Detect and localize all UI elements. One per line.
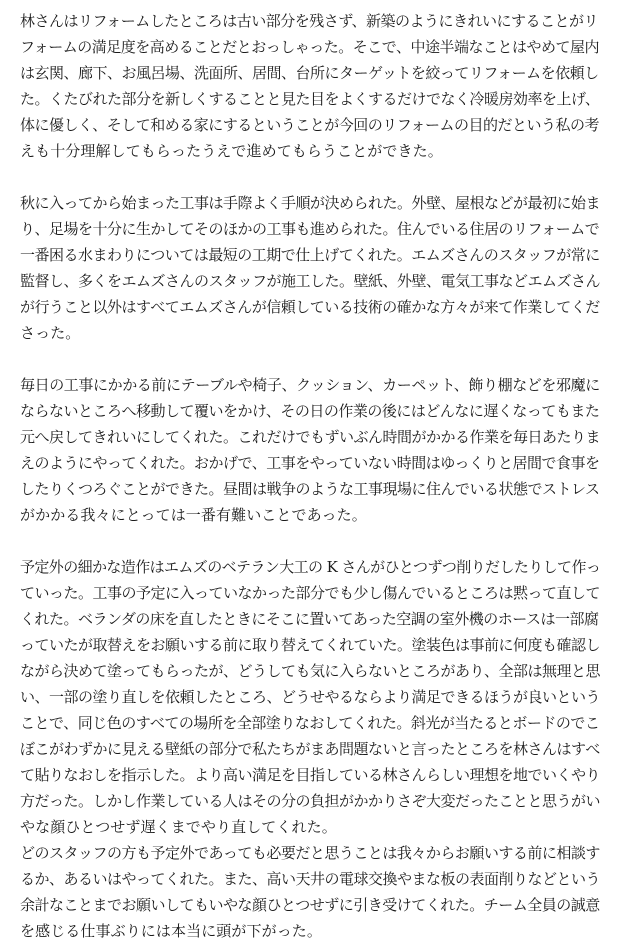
text-line: が行うこと以外はすべてエムズさんが信頼している技術の確かな方々が来て作業してくだ [20,298,600,316]
text-line: 毎日の工事にかかる前にテーブルや椅子、クッション、カーペット、飾り棚などを邪魔に [20,376,600,394]
text-line: ぼこがわずかに見える壁紙の部分で私たちがまあ問題ないと言ったところを林さんはすべ [20,740,600,758]
text-line: 一番困る水まわりについては最短の工期で仕上げてくれた。エムズさんのスタッフが常に [20,246,600,264]
text-line: 余計なことまでお願いしてもいやな顔ひとつせずに引き受けてくれた。チーム全員の誠意 [20,896,600,914]
text-line: さった。 [20,324,81,342]
text-line: 林さんはリフォームしたところは古い部分を残さず、新築のようにきれいにすることがリ [20,12,599,30]
text-line: くれた。ベランダの床を直したときにそこに置いてあった空調の室外機のホースは一部腐 [20,610,599,628]
text-line: るか、あるいはやってくれた。また、高い天井の電球交換やまな板の表面削りなどという [20,870,601,888]
text-line: 体に優しく、そして和める家にするということが今回のリフォームの目的だという私の考 [20,116,599,134]
text-line: 予定外の細かな造作はエムズのベテラン大工の K さんがひとつずつ削りだしたりして作っ [20,558,601,576]
text-line: 方だった。しかし作業している人はその分の負担がかかりさぞ大変だったことと思うがい [20,792,601,810]
text-line: い、一部の塗り直しを依頼したところ、どうせやるならより満足できるほうが良いという [20,688,601,706]
text-line: ことで、同じ色のすべての場所を全部塗りなおしてくれた。斜光が当たるとボードのでこ [20,714,600,732]
text-line: 秋に入ってから始まった工事は手際よく手順が決められた。外壁、屋根などが最初に始ま [20,194,601,212]
text-line: ならないところへ移動して覆いをかけ、その日の作業の後にはどんなに遅くなってもまた [20,402,600,420]
text-line: 監督し、多くをエムズさんのスタッフが施工した。壁紙、外壁、電気工事などエムズさん [20,272,601,290]
paragraph-5 [20,840,600,944]
text-line: やな顔ひとつせず遅くまでやり直してくれた。 [20,818,337,836]
text-line: したりくつろぐことができた。昼間は戦争のような工事現場に住んでいる状態でストレス [20,480,600,498]
text-line: フォームの満足度を高めることだとおっしゃった。そこで、中途半端なことはやめて屋内 [20,38,599,56]
text-line: えのようにやってくれた。おかげで、工事をやっていない時間はゆっくりと居間で食事を [20,454,600,472]
text-line: ながら決めて塗ってもらったが、どうしても気に入らないところがあり、全部は無理と思 [20,662,601,680]
text-line: どのスタッフの方も予定外であっても必要だと思うことは我々からお願いする前に相談す [20,844,600,862]
paragraph-1 [20,8,600,164]
text-line: を感じる仕事ぶりには本当に頭が下がった。 [20,922,323,940]
text-line: は玄関、廊下、お風呂場、洗面所、居間、台所にターゲットを絞ってリフォームを依頼し [20,64,599,82]
text-line: た。くたびれた部分を新しくすることと見た目をよくするだけでなく冷暖房効率を上げ、 [20,90,600,108]
paragraph-4 [20,554,600,840]
text-line: 元へ戻してきれいにしてくれた。これだけでもずいぶん時間がかかる作業を毎日あたりま [20,428,601,446]
text-line: り、足場を十分に生かしてそのほかの工事も進められた。住んでいる住居のリフォームで [20,220,600,238]
text-line: っていたが取替えをお願いする前に取り替えてくれていた。塗装色は事前に何度も確認し [20,636,601,654]
text-line: て貼りなおしを指示した。より高い満足を目指している林さんらしい理想を地でいくやり [20,766,601,784]
text-line: ていった。工事の予定に入っていなかった部分でも少し傷んでいるところは黙って直して [20,584,601,602]
paragraph-3 [20,372,600,528]
text-line: がかかる我々にとっては一番有難いことであった。 [20,506,367,524]
document-page [20,8,600,944]
paragraph-2 [20,190,600,346]
text-line: えも十分理解してもらったうえで進めてもらうことができた。 [20,142,443,160]
